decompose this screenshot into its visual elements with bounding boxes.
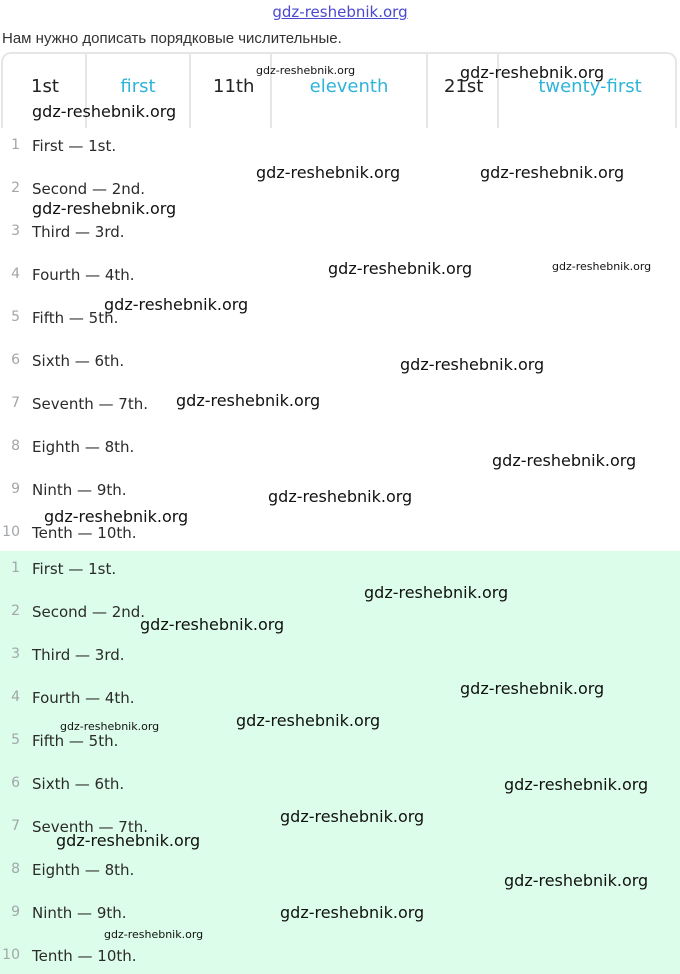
ordinal-number: 11th <box>213 76 255 97</box>
ordinal-word: eleventh <box>309 76 389 97</box>
item-text: Second — 2nd. <box>32 180 146 198</box>
item-number: 2 <box>11 603 20 619</box>
item-text: Ninth — 9th. <box>32 904 127 922</box>
ordinal-word: first <box>120 76 156 97</box>
item-number: 3 <box>11 223 20 239</box>
watermark: gdz-reshebnik.org <box>400 355 545 374</box>
watermark: gdz-reshebnik.org <box>460 679 605 698</box>
item-text: Tenth — 10th. <box>32 947 137 965</box>
divider <box>189 54 191 128</box>
item-text: Fifth — 5th. <box>32 732 119 750</box>
item-number: 5 <box>11 732 20 748</box>
item-text: Eighth — 8th. <box>32 861 135 879</box>
watermark: gdz-reshebnik.org <box>56 831 201 850</box>
watermark: gdz-reshebnik.org <box>480 163 625 182</box>
item-number: 5 <box>11 309 20 325</box>
watermark: gdz-reshebnik.org <box>492 451 637 470</box>
item-text: Fifth — 5th. <box>32 309 119 327</box>
item-number: 1 <box>11 137 20 153</box>
item-text: Eighth — 8th. <box>32 438 135 456</box>
watermark: gdz-reshebnik.org <box>280 903 425 922</box>
item-text: Sixth — 6th. <box>32 775 125 793</box>
item-number: 2 <box>11 180 20 196</box>
item-text: Sixth — 6th. <box>32 352 125 370</box>
watermark: gdz-reshebnik.org <box>460 63 605 82</box>
item-text: Fourth — 4th. <box>32 266 135 284</box>
watermark: gdz-reshebnik.org <box>236 711 381 730</box>
watermark: gdz-reshebnik.org <box>140 615 285 634</box>
item-text: Second — 2nd. <box>32 603 146 621</box>
watermark: gdz-reshebnik.org <box>176 391 321 410</box>
task-intro: Нам нужно дописать порядковые числительные. <box>2 30 342 47</box>
item-number: 6 <box>11 775 20 791</box>
site-link[interactable]: gdz-reshebnik.org <box>272 3 408 21</box>
item-number: 8 <box>11 438 20 454</box>
watermark: gdz-reshebnik.org <box>32 102 177 121</box>
item-text: First — 1st. <box>32 560 117 578</box>
divider <box>426 54 428 128</box>
watermark: gdz-reshebnik.org <box>256 64 356 77</box>
item-number: 1 <box>11 560 20 576</box>
item-text: Seventh — 7th. <box>32 818 148 836</box>
item-text: Fourth — 4th. <box>32 689 135 707</box>
item-number: 9 <box>11 904 20 920</box>
watermark: gdz-reshebnik.org <box>504 775 649 794</box>
item-number: 6 <box>11 352 20 368</box>
item-number: 3 <box>11 646 20 662</box>
item-number: 10 <box>2 947 20 963</box>
item-number: 8 <box>11 861 20 877</box>
item-number: 9 <box>11 481 20 497</box>
watermark: gdz-reshebnik.org <box>60 720 160 733</box>
watermark: gdz-reshebnik.org <box>280 807 425 826</box>
watermark: gdz-reshebnik.org <box>104 928 204 941</box>
ordinal-word: twenty-first <box>538 76 642 97</box>
item-text: Tenth — 10th. <box>32 524 137 542</box>
watermark: gdz-reshebnik.org <box>32 199 177 218</box>
watermark: gdz-reshebnik.org <box>268 487 413 506</box>
watermark: gdz-reshebnik.org <box>364 583 509 602</box>
item-number: 4 <box>11 689 20 705</box>
watermark: gdz-reshebnik.org <box>44 507 189 526</box>
watermark: gdz-reshebnik.org <box>104 295 249 314</box>
ordinal-number: 21st <box>444 76 484 97</box>
watermark: gdz-reshebnik.org <box>328 259 473 278</box>
item-number: 10 <box>2 524 20 540</box>
item-text: Third — 3rd. <box>32 646 125 664</box>
item-text: Seventh — 7th. <box>32 395 148 413</box>
watermark: gdz-reshebnik.org <box>504 871 649 890</box>
watermark: gdz-reshebnik.org <box>256 163 401 182</box>
item-number: 4 <box>11 266 20 282</box>
item-text: First — 1st. <box>32 137 117 155</box>
item-text: Ninth — 9th. <box>32 481 127 499</box>
ordinal-number: 1st <box>31 76 59 97</box>
watermark: gdz-reshebnik.org <box>552 260 652 273</box>
item-text: Third — 3rd. <box>32 223 125 241</box>
item-number: 7 <box>11 818 20 834</box>
item-number: 7 <box>11 395 20 411</box>
